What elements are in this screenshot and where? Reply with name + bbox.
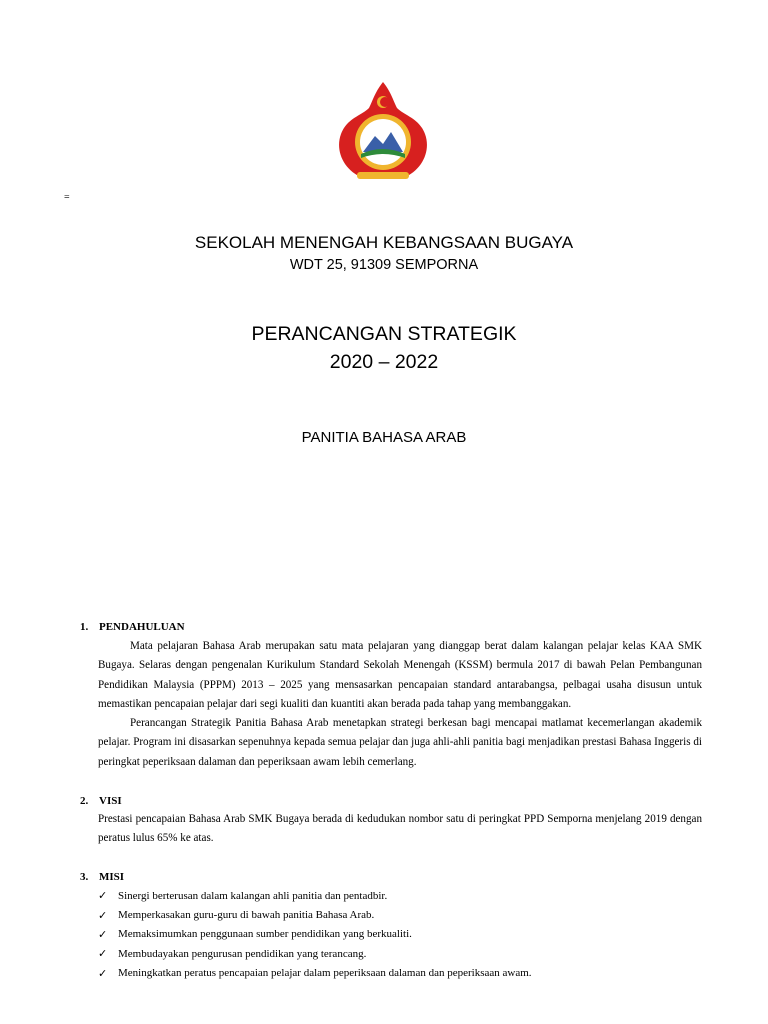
list-item-text: Memperkasakan guru-guru di bawah panitia Bahasa Arab. xyxy=(118,909,375,922)
paragraph-pendahuluan-1: Mata pelajaran Bahasa Arab merupakan satu mata pelajaran yang dianggap berat dalam kalangan pelajar kelas KAA SMK Bugaya. Selaras dengan pengenalan Kurikulum Standard Sekolah Menengah (KSSM) bermula 2017 di bawah Pelan Pembangunan Pendidikan Malaysia (PPPM) 2013 – 2025 yang mensasarkan pencapaian standard antarabangsa, pelbagai usaha disusun untuk memastikan pencapaian pelajar dari segi kualiti dan kuantiti akan berada pada tahap yang membanggakan. xyxy=(98,640,702,711)
list-item-text: Meningkatkan peratus pencapaian pelajar dalam peperiksaan dalaman dan peperiksaan awam. xyxy=(118,967,532,980)
school-name: SEKOLAH MENENGAH KEBANGSAAN BUGAYA xyxy=(194,233,574,252)
section-title: MISI xyxy=(99,871,125,883)
section-heading-misi xyxy=(80,871,700,883)
paragraph-pendahuluan-2: Perancangan Strategik Panitia Bahasa Arab menetapkan strategi berkesan bagi mencapai matlamat kecemerlangan akademik pelajar. Program ini disasarkan sepenuhnya kepada semua pelajar dan juga ahli-ahli panitia bagi menjadikan prestasi Bahasa Inggeris di peringkat peperiksaan dalaman dan peperiksaan awam lebih cemerlang. xyxy=(98,717,702,768)
list-item-text: Sinergi berterusan dalam kalangan ahli panitia dan pentadbir. xyxy=(118,889,388,902)
list-item xyxy=(98,944,702,963)
list-item xyxy=(98,886,702,905)
paragraph-visi: Prestasi pencapaian Bahasa Arab SMK Bugaya berada di kedudukan nombor satu di peringkat PPD Semporna menjelang 2019 dengan peratus lulus 65% ke atas. xyxy=(98,813,702,845)
list-item xyxy=(98,905,702,924)
document-title xyxy=(0,320,768,376)
checkmark-icon: ✓ xyxy=(98,927,108,941)
checkmark-icon: ✓ xyxy=(98,947,108,961)
list-item xyxy=(98,964,702,983)
checkmark-icon: ✓ xyxy=(98,966,108,980)
document-title-years: 2020 – 2022 xyxy=(329,351,439,373)
section-title: VISI xyxy=(99,795,122,807)
checkmark-icon: ✓ xyxy=(98,908,108,922)
section-number: 3. xyxy=(80,871,89,883)
section-title: PENDAHULUAN xyxy=(99,621,185,633)
list-item xyxy=(98,925,702,944)
list-item-text: Memaksimumkan penggunaan sumber pendidikan yang berkualiti. xyxy=(118,928,412,941)
section-number: 2. xyxy=(80,795,89,807)
stray-mark: = xyxy=(64,192,70,203)
section-heading-visi xyxy=(80,795,700,807)
school-crest-logo xyxy=(333,78,433,188)
committee-name: PANITIA BAHASA ARAB xyxy=(301,429,467,446)
section-heading-pendahuluan xyxy=(80,621,700,633)
section-number: 1. xyxy=(80,621,89,633)
document-title-line1: PERANCANGAN STRATEGIK xyxy=(251,323,517,345)
school-address: WDT 25, 91309 SEMPORNA xyxy=(289,257,479,273)
list-item-text: Membudayakan pengurusan pendidikan yang terancang. xyxy=(118,947,367,960)
checkmark-icon: ✓ xyxy=(98,889,108,903)
misi-list xyxy=(98,886,702,983)
